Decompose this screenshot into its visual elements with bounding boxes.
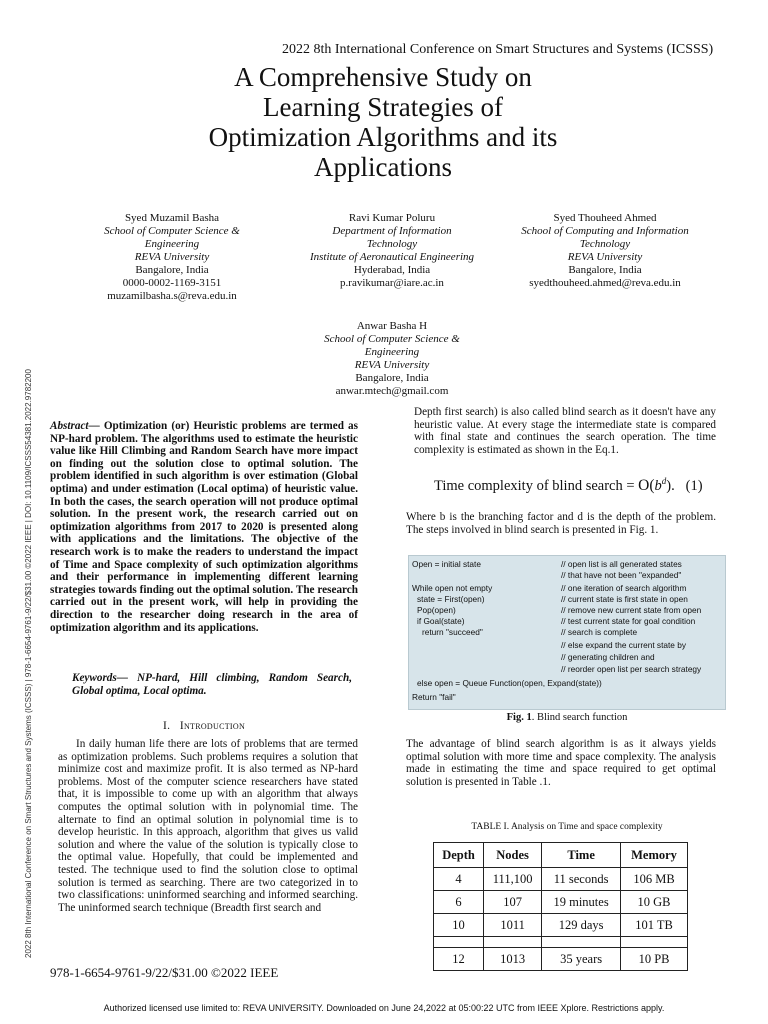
- abstract-dash: —: [88, 420, 104, 432]
- figure-label: Fig. 1: [506, 712, 532, 723]
- code-comment: // open list is all generated states: [561, 559, 682, 569]
- figure-line: [409, 692, 727, 703]
- abstract-text: Optimization (or) Heuristic problems are termed as NP-hard problem. The algorithms used to estimate the heuristic value like Hill Climbing and Random Search have more impact on finding out the solution close to optimal solution. The problem identified in such algorithm is over estimation (Global optima) and under estimation (Local optima) of heuristic value. In both the cases, the search operation will not produce optimal solution. In the present work, the research carried out on optimization algorithms from 2017 to 2020 is presented along with applications and the limitations. The objective of the research work is to make the readers to understand the impact of Time and Space complexity of such optimization algorithms and their performance in implementing different learning strategies towards finding out the optimal solution. The research carried out in the present work, will help in providing the direction to the researcher doing research in the area of optimization algorithm and its applications.: [50, 420, 358, 634]
- right-paragraph: Where b is the branching factor and d is the depth of the problem. The steps involved in blind search is presented in Fig. 1.: [406, 511, 716, 536]
- author-dept: Engineering: [364, 346, 420, 358]
- author-block: [296, 320, 488, 398]
- author-dept: School of Computer Science &: [324, 333, 460, 345]
- table-spacer-cell: [484, 937, 542, 948]
- author-block: [76, 212, 268, 303]
- table-cell: 1013: [484, 948, 542, 971]
- table-spacer-cell: [542, 937, 621, 948]
- table-header: Memory: [621, 843, 688, 868]
- conference-header: 2022 8th International Conference on Smart Structures and Systems (ICSSS): [282, 42, 714, 57]
- author-email: syedthouheed.ahmed@reva.edu.in: [529, 277, 681, 289]
- code-text: Pop(open): [417, 605, 456, 615]
- table-cell: 129 days: [542, 914, 621, 937]
- side-citation-text: 2022 8th International Conference on Smart Structures and Systems (ICSSS) | 978-1-6654-9761-9/22/$31.00 ©2022 IEEE | DOI: 10.1109/ICSSS54381.2022.9782200: [24, 369, 33, 958]
- table-header: Depth: [434, 843, 484, 868]
- author-name: Anwar Basha H: [356, 320, 428, 332]
- author-dept: Technology: [579, 238, 631, 250]
- code-text: if Goal(state): [417, 616, 465, 626]
- author-dept: Department of Information: [332, 225, 452, 237]
- table-row: [434, 948, 688, 971]
- figure-line: [409, 570, 727, 581]
- table-cell: 101 TB: [621, 914, 688, 937]
- figure-caption-text: . Blind search function: [531, 712, 628, 723]
- table-cell: 106 MB: [621, 868, 688, 891]
- equation-b: b: [654, 477, 662, 494]
- code-text: Open = initial state: [412, 559, 481, 569]
- title-line: A Comprehensive Study on: [234, 62, 532, 92]
- authorized-use-notice: Authorized licensed use limited to: REVA UNIVERSITY. Downloaded on June 24,2022 at 05:00:22 UTC from IEEE Xplore. Restrictions apply.: [103, 1003, 665, 1013]
- side-margin-citation: [14, 300, 44, 960]
- table-cell: 12: [434, 948, 484, 971]
- author-block: [296, 212, 488, 290]
- keywords: Keywords— NP-hard, Hill climbing, Random Search, Global optima, Local optima.: [72, 672, 352, 697]
- section-title: Introduction: [179, 720, 246, 732]
- equation-d: d: [661, 476, 667, 486]
- figure-line: [409, 640, 727, 651]
- code-comment: // current state is first state in open: [561, 594, 688, 604]
- figure-line: [409, 583, 727, 594]
- author-university: REVA University: [567, 251, 643, 263]
- code-comment: // reorder open list per search strategy: [561, 664, 702, 674]
- complexity-table: [433, 842, 688, 971]
- table-cell: 35 years: [542, 948, 621, 971]
- figure-caption: [408, 712, 726, 723]
- author-dept: School of Computing and Information: [521, 225, 689, 237]
- figure-line: [409, 616, 727, 627]
- figure-line: [409, 664, 727, 675]
- figure-line: [409, 678, 727, 689]
- author-name: Syed Thouheed Ahmed: [553, 212, 657, 224]
- author-block: [505, 212, 705, 290]
- table-cell: 10: [434, 914, 484, 937]
- author-orcid: 0000-0002-1169-3151: [122, 277, 222, 289]
- code-comment: // else expand the current state by: [561, 640, 686, 650]
- figure-line: [409, 627, 727, 638]
- table-spacer-cell: [621, 937, 688, 948]
- code-comment: // remove new current state from open: [561, 605, 702, 615]
- table-caption: TABLE I. Analysis on Time and space complexity: [471, 822, 663, 832]
- code-comment: // test current state for goal condition: [561, 616, 696, 626]
- code-comment: // one iteration of search algorithm: [561, 583, 687, 593]
- code-text: return "succeed": [422, 627, 483, 637]
- table-header: Nodes: [484, 843, 542, 868]
- code-text: state = First(open): [417, 594, 485, 604]
- blind-search-figure: [408, 555, 726, 710]
- code-comment: // search is complete: [561, 627, 638, 637]
- table-cell: 11 seconds: [542, 868, 621, 891]
- equation-close: ).: [666, 477, 675, 494]
- section-heading: [50, 720, 358, 732]
- table-cell: 111,100: [484, 868, 542, 891]
- introduction-paragraph: In daily human life there are lots of problems that are termed as optimization problems. Such problems requires a solution that minimize cost and maximize profit. It is also termed as NP-hard problems. Most of the computer science researchers have stated that, it is impossible to come up with an algorithm that always computes the optimal solution with in polynomial time. The alternate to find an optimal solution in polynomial time is to develop heuristic. In this approach, algorithm that gives us valid solution and where the value of the solution is typically close to the optimal value. Hopefully, that could be implemented and tested. The technique used to find the solution close to optimal solution is termed as searching. There are two categorized in to two classifications: uninformed searching and informed searching. The uninformed search technique (Breadth first search and: [58, 738, 358, 914]
- table-cell: 19 minutes: [542, 891, 621, 914]
- abstract: [50, 420, 358, 634]
- table-cell: 10 PB: [621, 948, 688, 971]
- author-location: Hyderabad, India: [353, 264, 431, 276]
- code-text: else open = Queue Function(open, Expand(state)): [417, 678, 602, 688]
- figure-line: [409, 605, 727, 616]
- author-email: p.ravikumar@iare.ac.in: [340, 277, 444, 289]
- author-university: Institute of Aeronautical Engineering: [309, 251, 475, 263]
- section-number: I.: [162, 720, 171, 732]
- author-location: Bangalore, India: [568, 264, 642, 276]
- table-header: Time: [542, 843, 621, 868]
- paper-title: [140, 62, 626, 182]
- author-dept: Technology: [366, 238, 418, 250]
- title-line: Optimization Algorithms and its: [208, 122, 558, 152]
- figure-line: [409, 559, 727, 570]
- abstract-label: Abstract: [50, 420, 89, 432]
- author-university: REVA University: [134, 251, 210, 263]
- author-name: Syed Muzamil Basha: [124, 212, 220, 224]
- table-row: [434, 914, 688, 937]
- code-comment: // that have not been "expanded": [561, 570, 682, 580]
- table-header-row: [434, 843, 688, 868]
- table-cell: 4: [434, 868, 484, 891]
- author-dept: Engineering: [144, 238, 200, 250]
- author-email: anwar.mtech@gmail.com: [335, 385, 449, 397]
- code-text: While open not empty: [412, 583, 493, 593]
- code-comment: // generating children and: [561, 652, 655, 662]
- table-spacer-row: [434, 937, 688, 948]
- table-cell: 1011: [484, 914, 542, 937]
- table-row: [434, 868, 688, 891]
- table-cell: 6: [434, 891, 484, 914]
- author-university: REVA University: [354, 359, 430, 371]
- equation-lhs: Time complexity of blind search =: [434, 477, 639, 494]
- equation-number: (1): [685, 477, 703, 494]
- copyright-footer: 978-1-6654-9761-9/22/$31.00 ©2022 IEEE: [50, 965, 279, 980]
- equation-1: [434, 476, 703, 495]
- table-spacer-cell: [434, 937, 484, 948]
- figure-line: [409, 652, 727, 663]
- table-cell: 107: [484, 891, 542, 914]
- author-location: Bangalore, India: [355, 372, 429, 384]
- figure-line: [409, 594, 727, 605]
- title-line: Learning Strategies of: [263, 92, 503, 122]
- author-name: Ravi Kumar Poluru: [348, 212, 436, 224]
- table-row: [434, 891, 688, 914]
- author-location: Bangalore, India: [135, 264, 209, 276]
- equation-o: O(: [638, 476, 655, 494]
- right-paragraph: The advantage of blind search algorithm is as it always yields optimal solution with more time and space complexity. The analysis made in estimating the time and space required to get optimal solution is presented in Table .1.: [406, 738, 716, 788]
- author-email: muzamilbasha.s@reva.edu.in: [107, 290, 237, 302]
- code-text: Return "fail": [412, 692, 456, 702]
- table-cell: 10 GB: [621, 891, 688, 914]
- right-paragraph: Depth first search) is also called blind search as it doesn't have any heuristic value. At every stage the intermediate state is compared with final state and continues the search operation. The time complexity is estimated as shown in the Eq.1.: [414, 406, 716, 456]
- author-dept: School of Computer Science &: [104, 225, 240, 237]
- title-line: Applications: [314, 152, 452, 182]
